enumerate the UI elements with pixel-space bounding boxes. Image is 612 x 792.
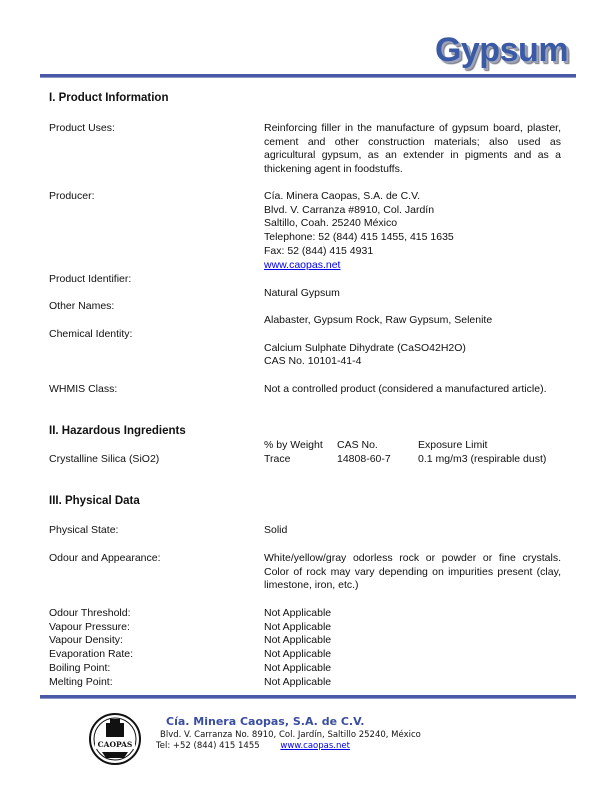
section-title-physical-data: III. Physical Data: [49, 495, 140, 507]
physical-state-label: Physical State:: [49, 524, 119, 536]
physical-props-values: [264, 607, 561, 689]
producer-label: Producer:: [49, 190, 95, 202]
logo-text: CAOPAS: [97, 740, 133, 749]
col-header-weight: % by Weight: [264, 439, 323, 451]
col-header-cas: CAS No.: [337, 439, 378, 451]
footer-website-link[interactable]: www.caopas.net: [280, 741, 350, 751]
prop-label: Melting Point:: [49, 675, 113, 688]
prop-label: Evaporation Rate:: [49, 648, 134, 661]
footer-contact: [156, 740, 350, 754]
brand-title: Gypsum: [434, 31, 568, 69]
ingredient-exposure-limit: 0.1 mg/m3 (respirable dust): [418, 453, 547, 465]
product-uses-value: Reinforcing filler in the manufacture of gypsum board, plaster, cement and other construction materials; also used as agricultural gypsum, as an extender in pigments and as a thickening agent in foodstuffs.: [264, 122, 561, 176]
prop-label: Odour Threshold:: [49, 607, 131, 619]
prop-value: Not Applicable: [264, 607, 332, 619]
prop-value: Not Applicable: [264, 675, 332, 688]
prop-label: Boiling Point:: [49, 661, 111, 674]
prop-value: Not Applicable: [264, 634, 332, 647]
odour-appearance-label: Odour and Appearance:: [49, 552, 161, 564]
col-header-exposure: Exposure Limit: [418, 439, 488, 451]
footer-rule: [40, 695, 576, 699]
section-title-hazardous-ingredients: II. Hazardous Ingredients: [49, 425, 186, 437]
prop-value: Not Applicable: [264, 661, 332, 674]
producer-line: Fax: 52 (844) 415 4931: [264, 244, 374, 257]
prop-value: Not Applicable: [264, 620, 332, 633]
producer-line: Blvd. V. Carranza #8910, Col. Jardín: [264, 203, 435, 216]
header-rule: [40, 74, 576, 78]
chemical-identity-label: Chemical Identity:: [49, 328, 133, 340]
producer-website-link[interactable]: www.caopas.net: [264, 258, 341, 271]
chemical-identity-value: Calcium Sulphate Dihydrate (CaSO42H2O): [264, 342, 466, 354]
company-logo: [88, 712, 142, 766]
odour-appearance-value: White/yellow/gray odorless rock or powder or fine crystals. Color of rock may vary depending on impurities present (clay, limestone, iron, etc.): [264, 552, 561, 592]
prop-label: Vapour Density:: [49, 634, 123, 647]
producer-block: [264, 190, 561, 272]
ingredient-name: Crystalline Silica (SiO2): [49, 453, 160, 465]
producer-line: Saltillo, Coah. 25240 México: [264, 217, 398, 230]
whmis-value: Not a controlled product (considered a manufactured article).: [264, 383, 547, 395]
prop-value: Not Applicable: [264, 648, 332, 661]
physical-state-value: Solid: [264, 524, 288, 536]
section-title-product-information: I. Product Information: [49, 92, 169, 104]
footer-telephone: Tel: +52 (844) 415 1455: [156, 741, 260, 751]
physical-props-labels: [49, 607, 133, 689]
footer-company-name: Cía. Minera Caopas, S.A. de C.V.: [166, 715, 365, 728]
product-identifier-label: Product Identifier:: [49, 273, 132, 285]
ingredient-weight: Trace: [264, 453, 291, 465]
ingredient-cas: 14808-60-7: [337, 453, 391, 465]
whmis-label: WHMIS Class:: [49, 383, 118, 395]
producer-line: Telephone: 52 (844) 415 1455, 415 1635: [264, 231, 454, 244]
prop-label: Vapour Pressure:: [49, 620, 130, 633]
other-names-label: Other Names:: [49, 300, 115, 312]
cas-number-value: CAS No. 10101-41-4: [264, 355, 362, 367]
other-names-value: Alabaster, Gypsum Rock, Raw Gypsum, Selenite: [264, 314, 493, 326]
product-uses-label: Product Uses:: [49, 122, 115, 134]
producer-line: Cía. Minera Caopas, S.A. de C.V.: [264, 190, 421, 202]
footer-address: Blvd. V. Carranza No. 8910, Col. Jardín, Saltillo 25240, México: [160, 730, 421, 740]
product-identifier-value: Natural Gypsum: [264, 287, 340, 299]
